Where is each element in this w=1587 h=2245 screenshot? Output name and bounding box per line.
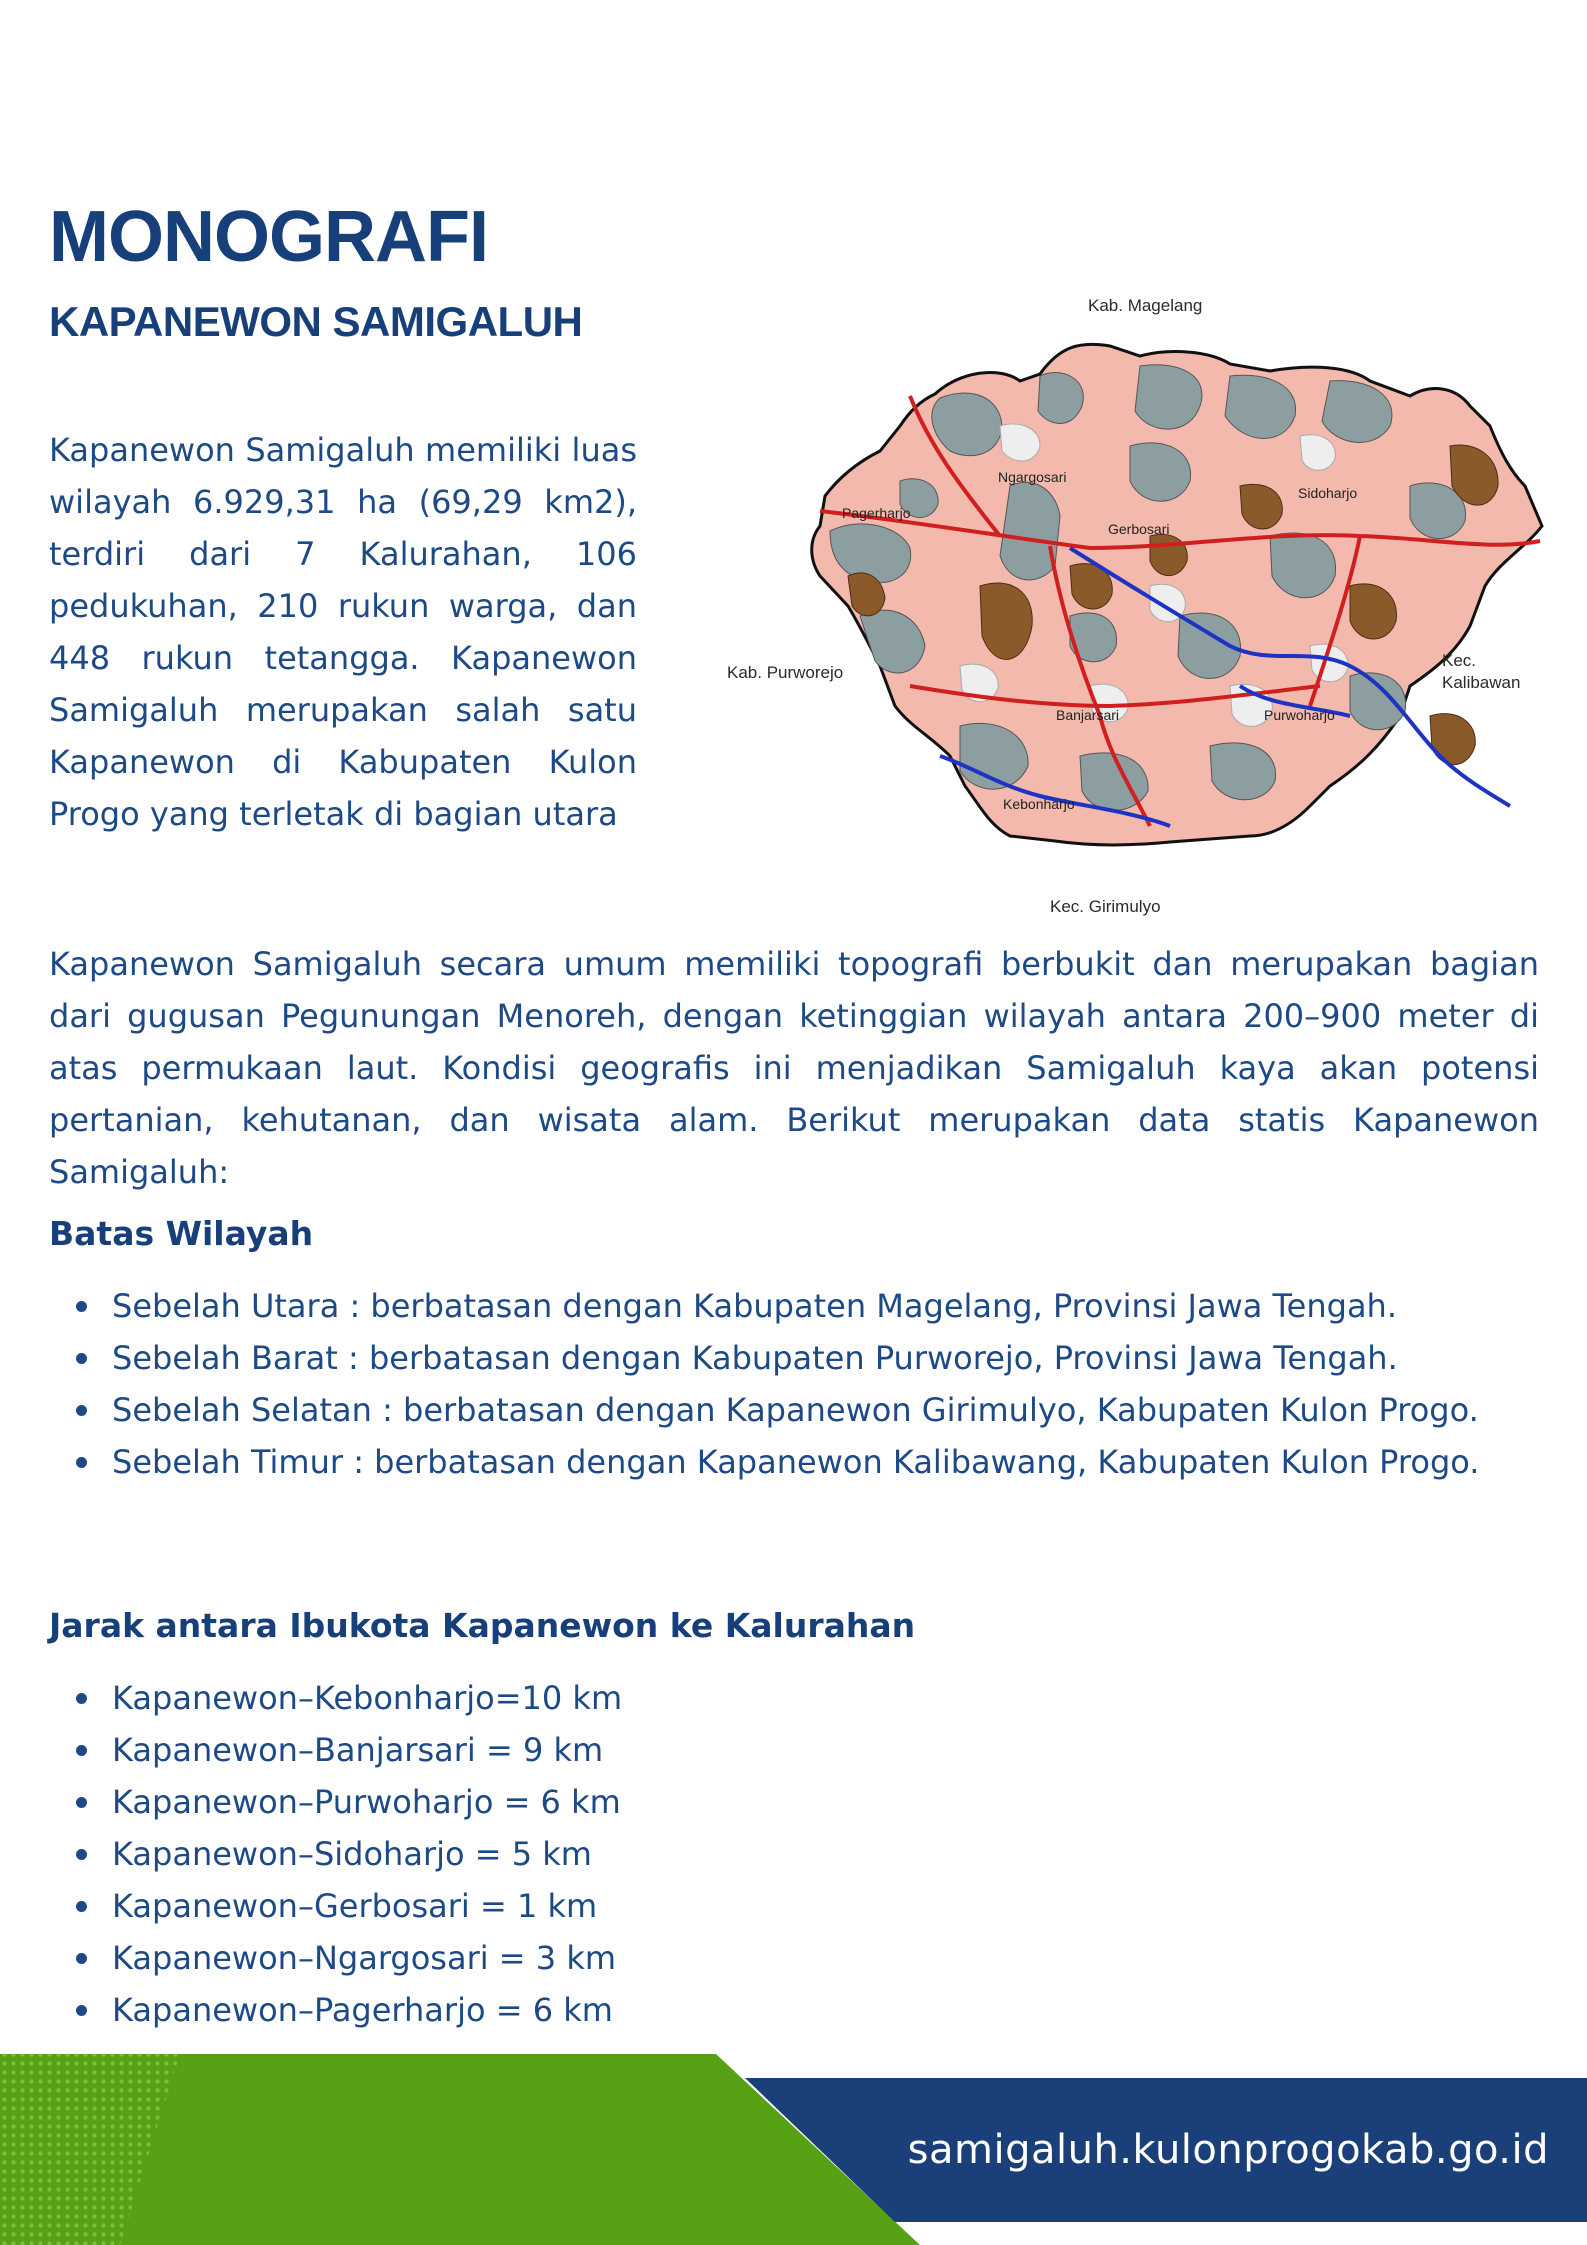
map-village-kebonharjo: Kebonharjo <box>1003 796 1075 812</box>
list-item: Kapanewon–Pagerharjo = 6 km <box>49 1984 1525 2036</box>
map-village-gerbosari: Gerbosari <box>1108 521 1170 537</box>
map-graphic <box>710 286 1550 926</box>
page-title: MONOGRAFI <box>49 197 488 277</box>
list-item: Kapanewon–Banjarsari = 9 km <box>49 1724 1525 1776</box>
map-village-ngargosari: Ngargosari <box>998 469 1067 485</box>
map-village-pagerharjo: Pagerharjo <box>842 505 911 521</box>
map-village-banjarsari: Banjarsari <box>1056 707 1120 723</box>
jarak-heading: Jarak antara Ibukota Kapanewon ke Kalurahan <box>49 1606 916 1645</box>
list-item: Kapanewon–Purwoharjo = 6 km <box>49 1776 1525 1828</box>
list-item: Kapanewon–Ngargosari = 3 km <box>49 1932 1525 1984</box>
batas-wilayah-list <box>49 1280 1525 1488</box>
map-village-sidoharjo: Sidoharjo <box>1298 485 1358 501</box>
map-label-east-1: Kec. <box>1442 651 1477 670</box>
list-item: Sebelah Selatan : berbatasan dengan Kapanewon Girimulyo, Kabupaten Kulon Progo. <box>49 1384 1525 1436</box>
map-label-south: Kec. Girimulyo <box>1050 897 1161 916</box>
list-item: Sebelah Utara : berbatasan dengan Kabupaten Magelang, Provinsi Jawa Tengah. <box>49 1280 1525 1332</box>
list-item: Sebelah Barat : berbatasan dengan Kabupaten Purworejo, Provinsi Jawa Tengah. <box>49 1332 1525 1384</box>
map-village-purwoharjo: Purwoharjo <box>1264 707 1335 723</box>
list-item: Kapanewon–Sidoharjo = 5 km <box>49 1828 1525 1880</box>
list-item: Sebelah Timur : berbatasan dengan Kapanewon Kalibawang, Kabupaten Kulon Progo. <box>49 1436 1525 1488</box>
list-item: Kapanewon–Gerbosari = 1 km <box>49 1880 1525 1932</box>
list-item: Kapanewon–Kebonharjo=10 km <box>49 1672 1525 1724</box>
batas-wilayah-heading: Batas Wilayah <box>49 1214 314 1253</box>
map-label-east-2: Kalibawan <box>1442 673 1521 692</box>
samigaluh-map <box>710 286 1550 926</box>
page-subtitle: KAPANEWON SAMIGALUH <box>49 298 583 345</box>
jarak-list <box>49 1672 1525 2036</box>
topography-paragraph: Kapanewon Samigaluh secara umum memiliki topografi berbukit dan merupakan bagian dari gugusan Pegunungan Menoreh, dengan ketinggian wilayah antara 200–900 meter di atas permukaan laut. Kondisi geografis ini menjadikan Samigaluh kaya akan potensi pertanian, kehutanan, dan wisata alam. Berikut merupakan data statis Kapanewon Samigaluh: <box>49 945 1539 1191</box>
intro-paragraph: Kapanewon Samigaluh memiliki luas wilayah 6.929,31 ha (69,29 km2), terdiri dari 7 Kalurahan, 106 pedukuhan, 210 rukun warga, dan 448 rukun tetangga. Kapanewon Samigaluh merupakan salah satu Kapanewon di Kabupaten Kulon Progo yang terletak di bagian utara <box>49 431 637 833</box>
website-url[interactable]: samigaluh.kulonprogokab.go.id <box>907 2127 1549 2173</box>
map-label-north: Kab. Magelang <box>1088 296 1203 315</box>
map-label-west: Kab. Purworejo <box>727 663 844 682</box>
